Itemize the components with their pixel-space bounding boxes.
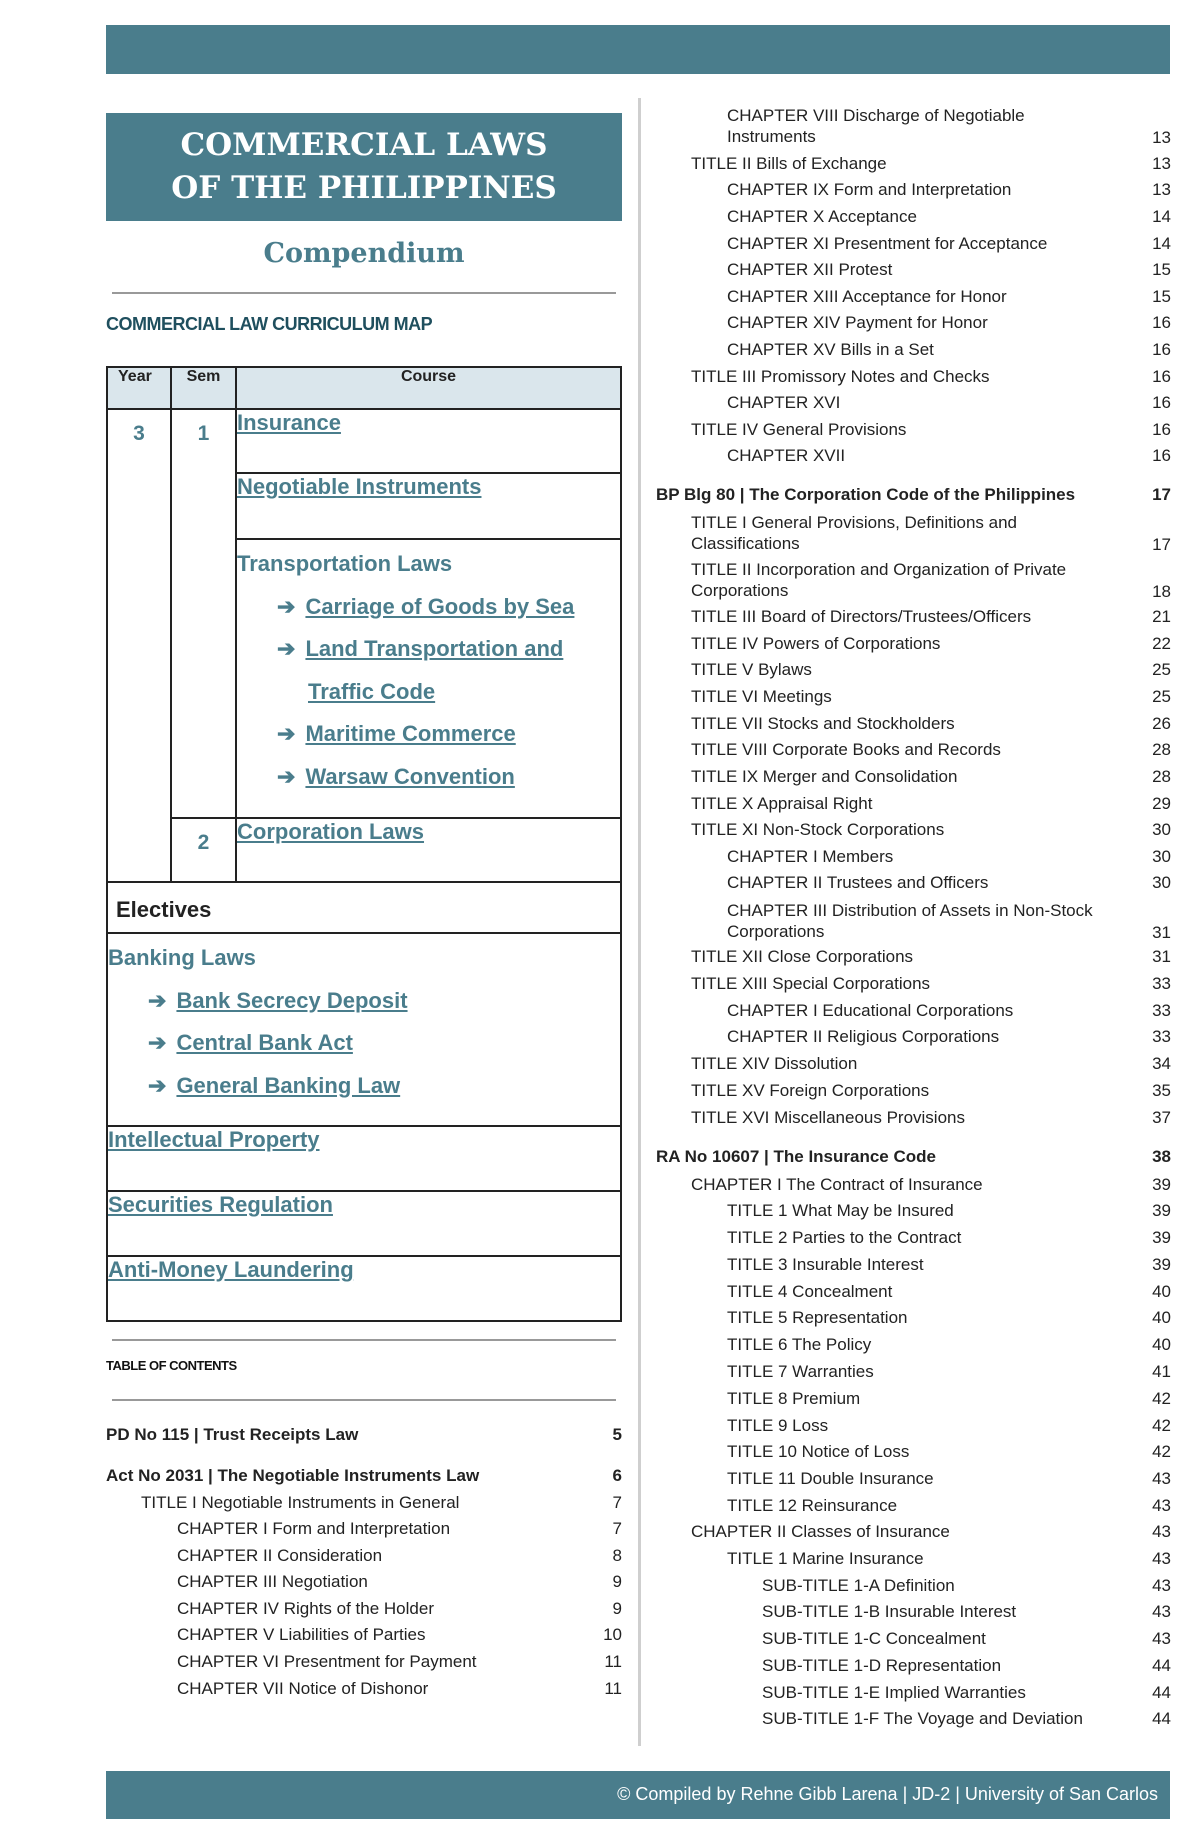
bank-secrecy-link[interactable]: Bank Secrecy Deposit xyxy=(176,987,408,1013)
sem-2-cell: 2 xyxy=(171,818,236,882)
warsaw-convention-link[interactable]: Warsaw Convention xyxy=(305,763,515,789)
sem-1-cell: 1 xyxy=(171,409,236,818)
toc-entry[interactable]: TITLE II Incorporation and Organization of Private Corporations 18 xyxy=(691,560,1171,601)
traffic-code-link[interactable]: Traffic Code xyxy=(308,678,436,704)
arrow-icon: ➔ xyxy=(277,763,296,789)
divider xyxy=(112,1339,616,1341)
title-line-2: OF THE PHILIPPINES xyxy=(171,170,557,206)
footer-credit: © Compiled by Rehne Gibb Larena | JD-2 | University of San Carlos xyxy=(617,1784,1158,1804)
carriage-goods-link[interactable]: Carriage of Goods by Sea xyxy=(305,593,575,619)
negotiable-instruments-link[interactable]: Negotiable Instruments xyxy=(237,474,482,499)
header-course: Course xyxy=(236,367,621,409)
year-cell: 3 xyxy=(107,409,171,882)
toc-heading: TABLE OF CONTENTS xyxy=(106,1358,237,1373)
corporation-laws-link[interactable]: Corporation Laws xyxy=(237,819,425,844)
curriculum-map-heading: COMMERCIAL LAW CURRICULUM MAP xyxy=(106,314,433,334)
toc-entry[interactable]: TITLE I General Provisions, Definitions and Classifications 17 xyxy=(691,513,1171,554)
toc-entry[interactable]: CHAPTER III Distribution of Assets in Non-Stock Corporations 31 xyxy=(727,901,1171,942)
arrow-icon: ➔ xyxy=(277,721,296,746)
arrow-icon: ➔ xyxy=(277,593,296,619)
arrow-icon: ➔ xyxy=(148,1072,167,1098)
subtitle: Compendium xyxy=(263,238,465,269)
arrow-icon: ➔ xyxy=(148,1030,167,1055)
curriculum-map-table xyxy=(106,366,622,1322)
header-bar xyxy=(106,25,1170,74)
header-year: Year xyxy=(107,367,171,409)
divider xyxy=(112,1399,616,1401)
header-sem: Sem xyxy=(171,367,236,409)
document-title xyxy=(106,113,622,221)
electives-label: Electives xyxy=(107,882,621,933)
anti-money-laundering-link[interactable]: Anti-Money Laundering xyxy=(108,1257,354,1282)
title-line-1: COMMERCIAL LAWS xyxy=(180,127,548,163)
arrow-icon: ➔ xyxy=(277,636,296,661)
footer-bar xyxy=(106,1771,1170,1819)
toc-entry[interactable]: CHAPTER VIII Discharge of Negotiable Instruments 13 xyxy=(727,106,1171,147)
divider xyxy=(112,292,616,294)
transportation-laws-label: Transportation Laws xyxy=(237,551,453,576)
maritime-commerce-link[interactable]: Maritime Commerce xyxy=(305,721,516,746)
insurance-link[interactable]: Insurance xyxy=(237,410,341,435)
banking-laws-label: Banking Laws xyxy=(108,945,256,970)
column-divider xyxy=(638,98,641,1746)
general-banking-link[interactable]: General Banking Law xyxy=(176,1072,401,1098)
arrow-icon: ➔ xyxy=(148,987,167,1013)
land-transportation-link[interactable]: Land Transportation and xyxy=(305,636,564,661)
central-bank-link[interactable]: Central Bank Act xyxy=(176,1030,353,1055)
intellectual-property-link[interactable]: Intellectual Property xyxy=(108,1127,320,1152)
securities-regulation-link[interactable]: Securities Regulation xyxy=(108,1192,333,1217)
